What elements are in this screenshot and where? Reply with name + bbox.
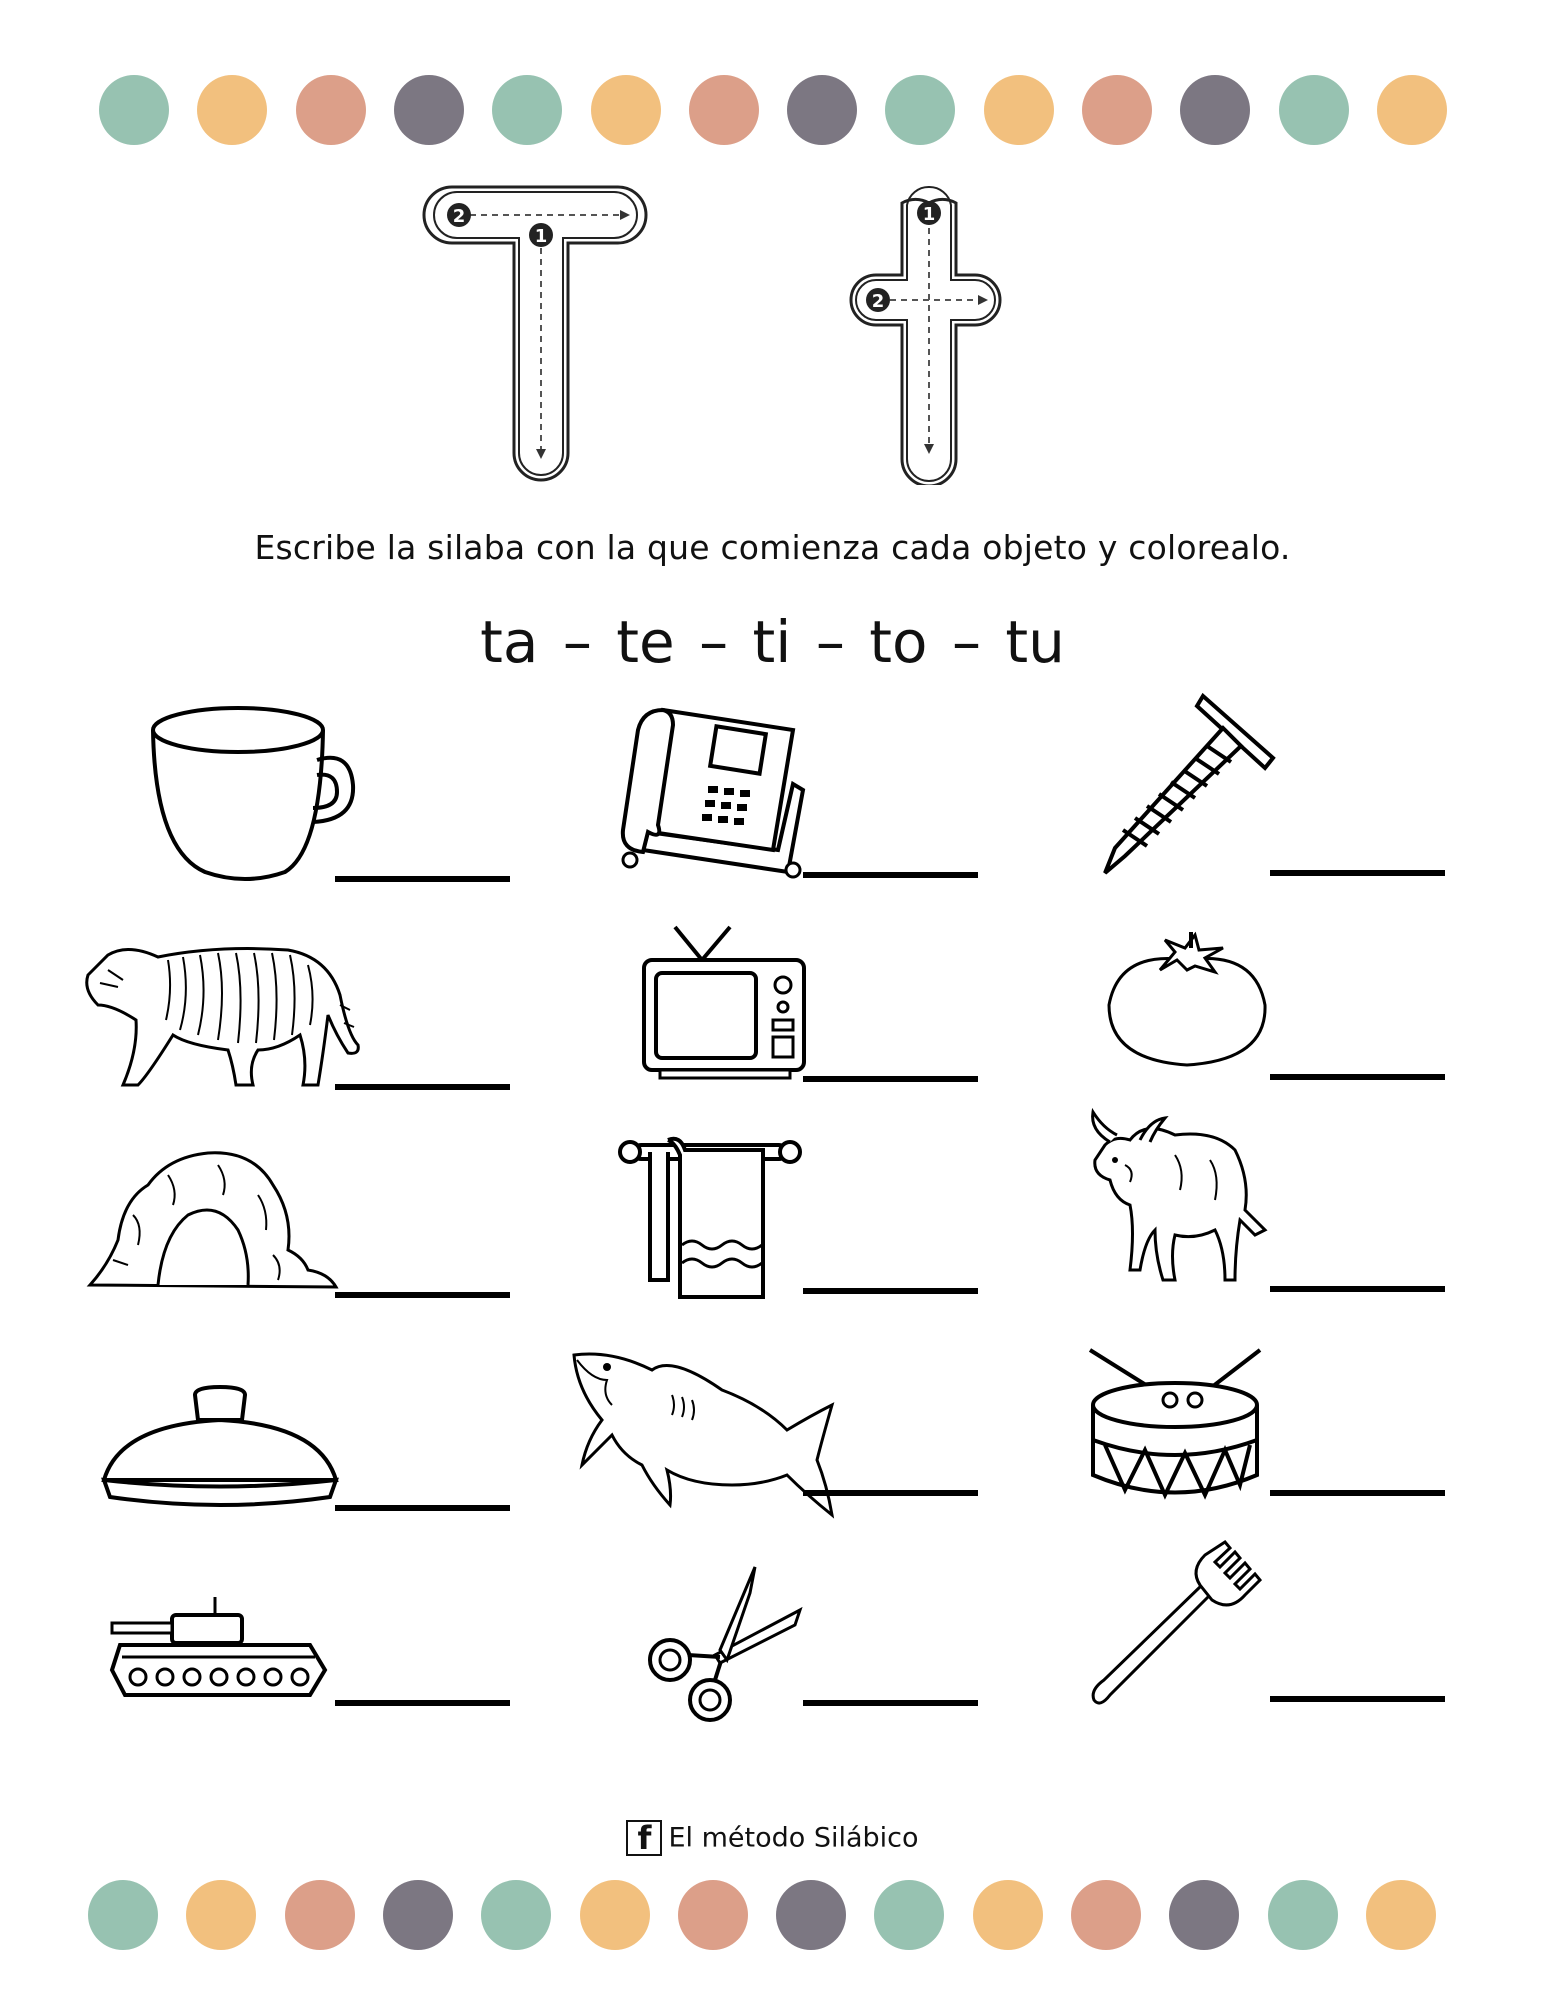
tomato-icon <box>1105 930 1270 1070</box>
top-dot-row <box>0 75 1545 145</box>
footer-text: El método Silábico <box>668 1822 919 1854</box>
answer-line[interactable] <box>1270 1696 1445 1702</box>
decorative-dot <box>1082 75 1152 145</box>
answer-line[interactable] <box>803 872 978 878</box>
answer-line[interactable] <box>803 1076 978 1082</box>
decorative-dot <box>984 75 1054 145</box>
tank-icon <box>110 1595 330 1705</box>
stroke-number: 2 <box>871 291 885 312</box>
decorative-dot <box>787 75 857 145</box>
decorative-dot <box>776 1880 846 1950</box>
decorative-dot <box>1279 75 1349 145</box>
decorative-dot <box>1366 1880 1436 1950</box>
decorative-dot <box>1377 75 1447 145</box>
tiger-icon <box>78 935 363 1095</box>
decorative-dot <box>1071 1880 1141 1950</box>
letter-tracing-svg <box>0 175 1545 485</box>
fork-icon <box>1090 1540 1270 1715</box>
decorative-dot <box>1180 75 1250 145</box>
answer-line[interactable] <box>1270 1074 1445 1080</box>
answer-line[interactable] <box>1270 1490 1445 1496</box>
answer-line[interactable] <box>335 876 510 882</box>
decorative-dot <box>481 1880 551 1950</box>
decorative-dot <box>591 75 661 145</box>
decorative-dot <box>394 75 464 145</box>
lowercase-t-trace <box>851 187 1000 485</box>
answer-line[interactable] <box>803 1490 978 1496</box>
answer-line[interactable] <box>335 1505 510 1511</box>
decorative-dot <box>973 1880 1043 1950</box>
answer-line[interactable] <box>335 1292 510 1298</box>
bottom-dot-row <box>0 1880 1545 1950</box>
answer-line[interactable] <box>1270 870 1445 876</box>
telephone-icon <box>618 700 808 875</box>
decorative-dot <box>88 1880 158 1950</box>
decorative-dot <box>885 75 955 145</box>
syllable-list: ta – te – ti – to – tu <box>480 608 1065 676</box>
letter-tracing-area <box>0 175 1545 485</box>
towel-icon <box>620 1135 800 1300</box>
television-icon <box>640 925 810 1085</box>
decorative-dot <box>99 75 169 145</box>
decorative-dot <box>186 1880 256 1950</box>
decorative-dot <box>492 75 562 145</box>
shark-icon <box>572 1345 837 1515</box>
decorative-dot <box>874 1880 944 1950</box>
drum-icon <box>1085 1345 1265 1500</box>
lid-icon <box>100 1385 340 1515</box>
stroke-number: 1 <box>534 226 548 247</box>
scissors-icon <box>645 1565 805 1725</box>
screw-icon <box>1085 688 1275 878</box>
cave-icon <box>88 1145 338 1295</box>
instruction-text: Escribe la silaba con la que comienza cada objeto y colorealo. <box>254 528 1291 567</box>
decorative-dot <box>678 1880 748 1950</box>
cup-icon <box>145 700 345 890</box>
answer-line[interactable] <box>335 1700 510 1706</box>
answer-line[interactable] <box>803 1288 978 1294</box>
decorative-dot <box>197 75 267 145</box>
bull-icon <box>1085 1110 1270 1290</box>
footer <box>0 1820 1545 1856</box>
stroke-number: 1 <box>922 204 936 225</box>
answer-line[interactable] <box>803 1700 978 1706</box>
decorative-dot <box>580 1880 650 1950</box>
uppercase-t-trace <box>424 187 646 480</box>
decorative-dot <box>383 1880 453 1950</box>
stroke-number: 2 <box>452 206 466 227</box>
answer-line[interactable] <box>1270 1286 1445 1292</box>
decorative-dot <box>1169 1880 1239 1950</box>
facebook-icon[interactable]: f <box>626 1820 662 1856</box>
answer-line[interactable] <box>335 1084 510 1090</box>
decorative-dot <box>689 75 759 145</box>
decorative-dot <box>296 75 366 145</box>
decorative-dot <box>285 1880 355 1950</box>
decorative-dot <box>1268 1880 1338 1950</box>
